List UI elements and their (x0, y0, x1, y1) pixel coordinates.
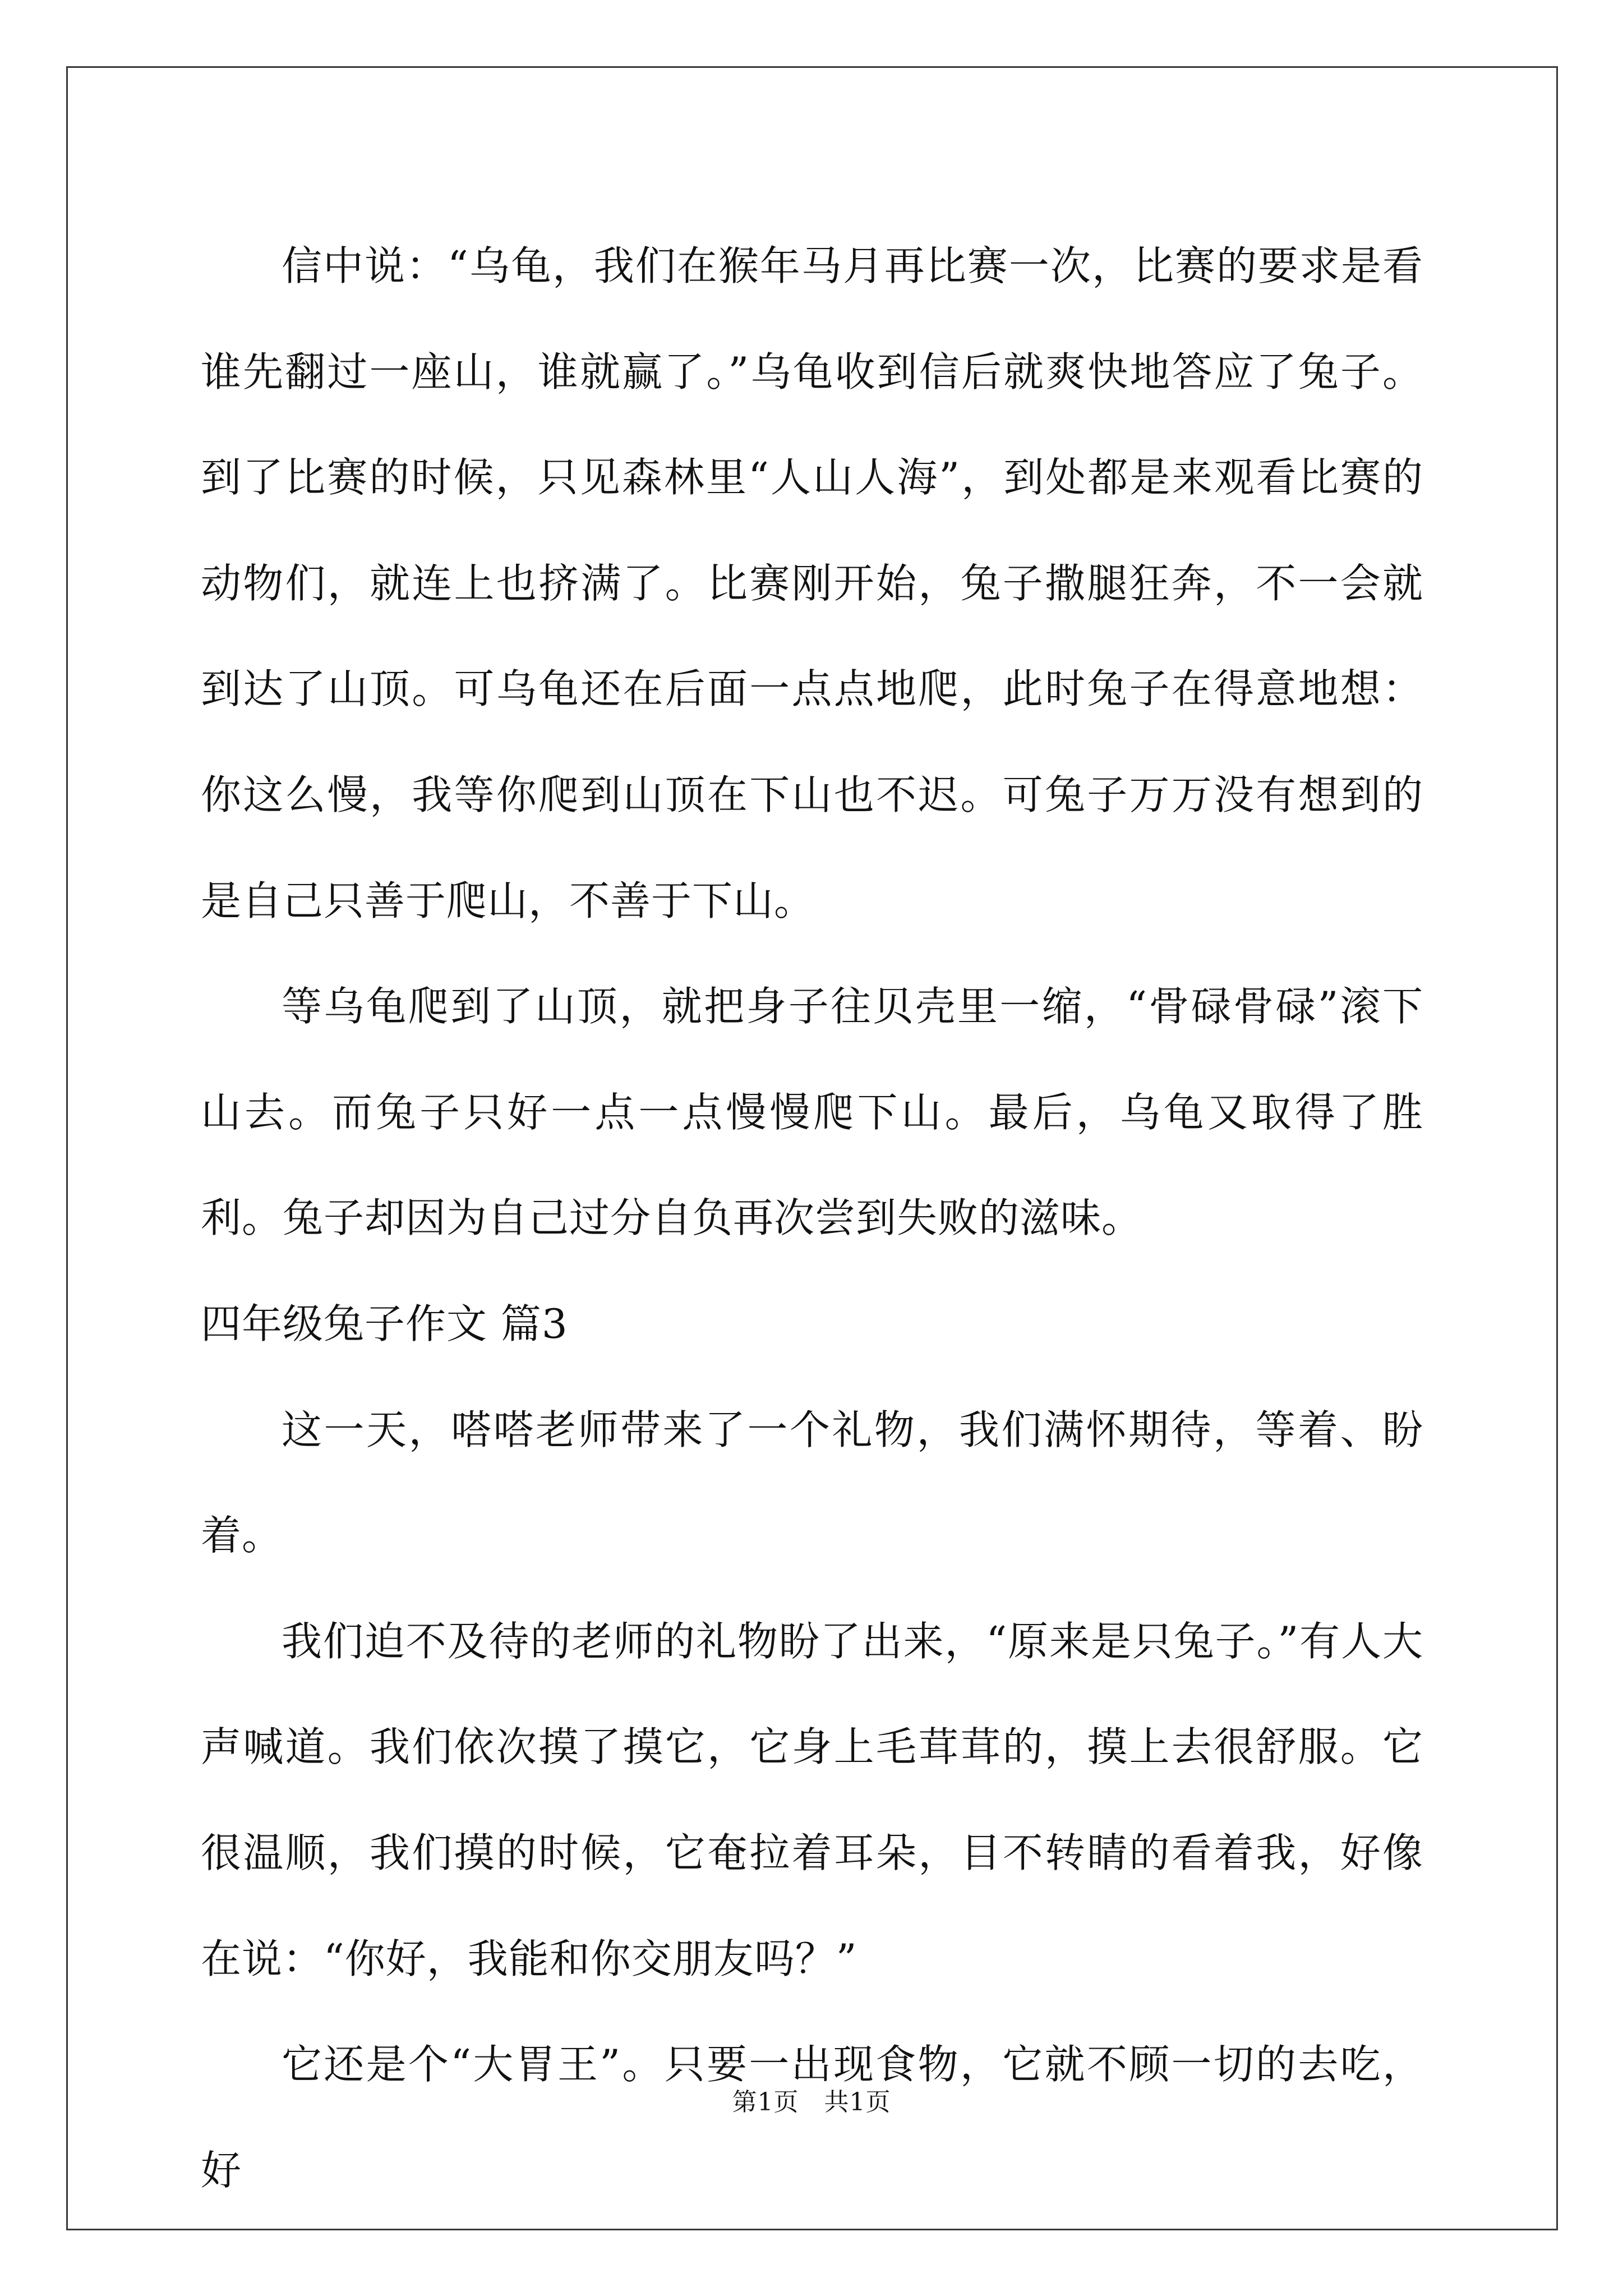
paragraph-big-eater: 它还是个“大胃王”。只要一出现食物，它就不顾一切的去吃，好 (201, 2041, 1423, 2194)
paragraph-rabbit-reveal: 我们迫不及待的老师的礼物盼了出来，“原来是只兔子。”有人大声喊道。我们依次摸了摸它，它身上毛茸茸的，摸上去很舒服。它很温顺，我们摸的时候，它奄拉着耳朵，目不转睛的看着我，好像在说：“你好，我能和你交朋友吗？” (201, 1617, 1423, 1982)
section-heading: 四年级兔子作文 篇3 (201, 1300, 568, 1347)
paragraph-gift-intro: 这一天，嗒嗒老师带来了一个礼物，我们满怀期待，等着、盼着。 (201, 1406, 1423, 1559)
document-body (201, 213, 1423, 2223)
paragraph-race-result: 等乌龟爬到了山顶，就把身子往贝壳里一缩，“骨碌骨碌”滚下山去。而兔子只好一点一点慢慢爬下山。最后，乌龟又取得了胜利。兔子却因为自己过分自负再次尝到失败的滋味。 (201, 983, 1423, 1242)
page-number-footer: 第1页 共1页 (732, 2088, 891, 2116)
paragraph-race-letter: 信中说：“乌龟，我们在猴年马月再比赛一次，比赛的要求是看谁先翻过一座山，谁就赢了。”乌龟收到信后就爽快地答应了兔子。到了比赛的时候，只见森林里“人山人海”，到处都是来观看比赛的动物们，就连上也挤满了。比赛刚开始，兔子撒腿狂奔，不一会就到达了山顶。可乌龟还在后面一点点地爬，此时兔子在得意地想：你这么慢，我等你爬到山顶在下山也不迟。可兔子万万没有想到的是自己只善于爬山，不善于下山。 (201, 242, 1423, 924)
